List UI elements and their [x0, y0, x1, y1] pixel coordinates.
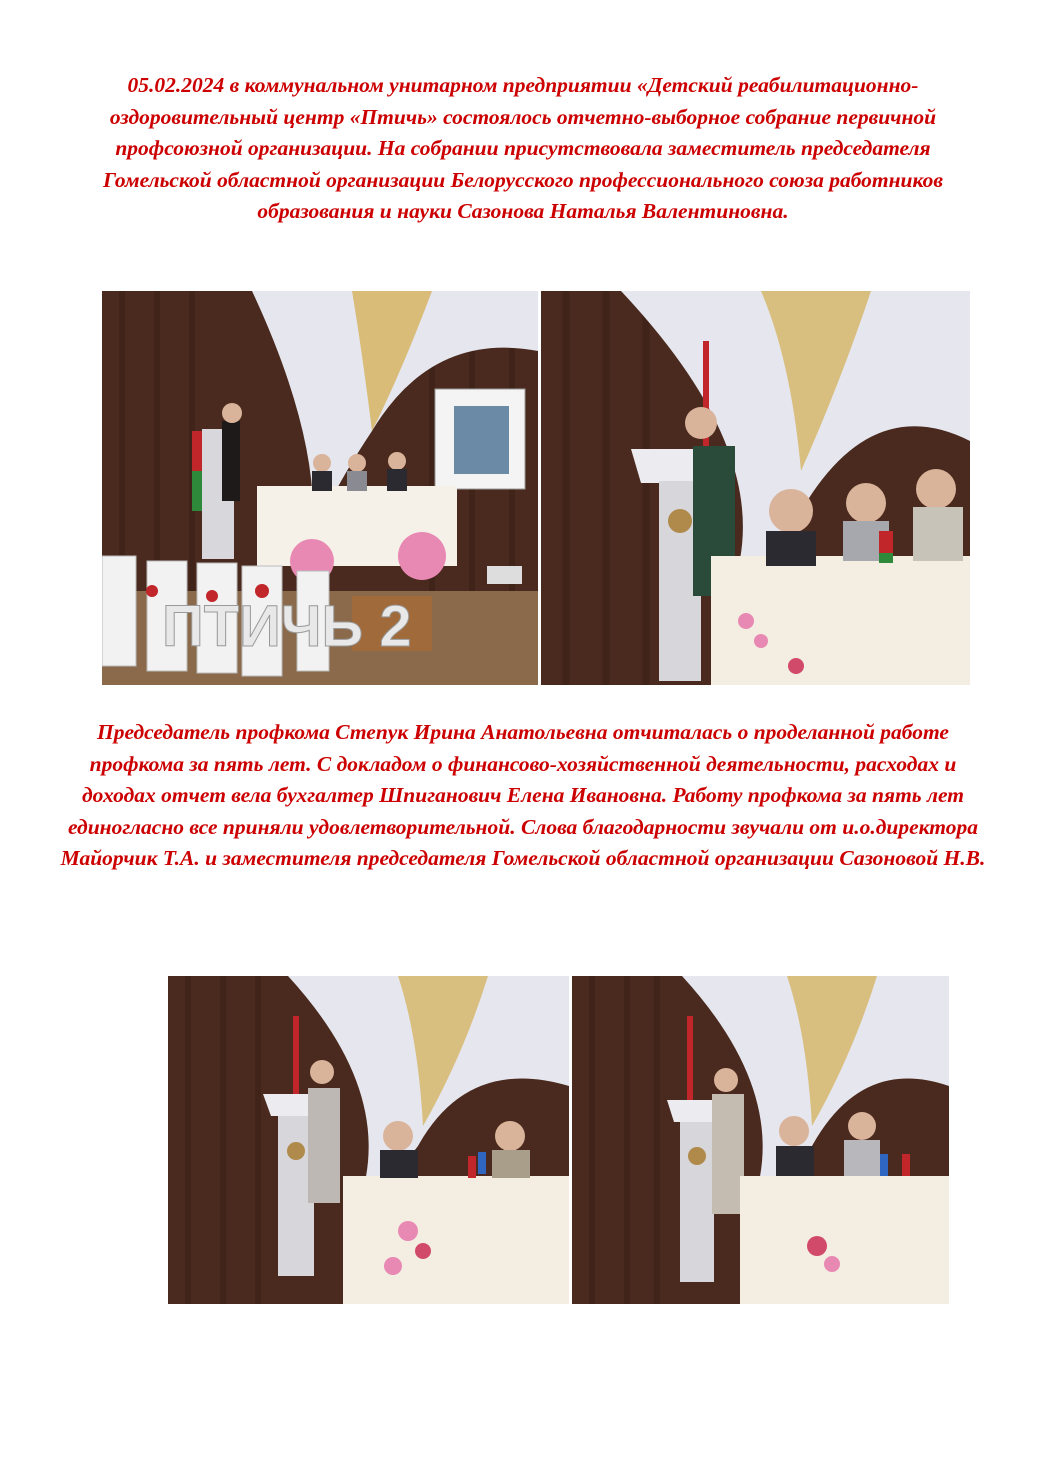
photo-accountant-report: [168, 976, 569, 1304]
photo-speaker-podium: [541, 291, 970, 685]
stage-sign-text: ПТИЧЬ 2: [162, 594, 412, 659]
report-paragraph: Председатель профкома Степук Ирина Анатольевна отчиталась о проделанной работе профкома за пять лет. С докладом о финансово-хозяйственной деятельности, расходах и доходах отчет вела бухгалтер Шпиганович Елена Ивановна. Работу профкома за пять лет единогласно все приняли удовлетворительной. Слова благодарности звучали от и.о.директора Майорчик Т.А. и заместителя председателя Гомельской областной организации Сазоновой Н.В.: [60, 720, 986, 870]
photo-gratitude-speech: [572, 976, 949, 1304]
intro-paragraph: 05.02.2024 в коммунальном унитарном предприятии «Детский реабилитационно-оздоровительный центр «Птичь» состоялось отчетно-выборное собрание первичной профсоюзной организации. На собрании присутствовала заместитель председателя Гомельской областной организации Белорусского профессионального союза работников образования и науки Сазонова Наталья Валентиновна.: [103, 73, 943, 223]
photo-stage-overview: [102, 291, 538, 685]
